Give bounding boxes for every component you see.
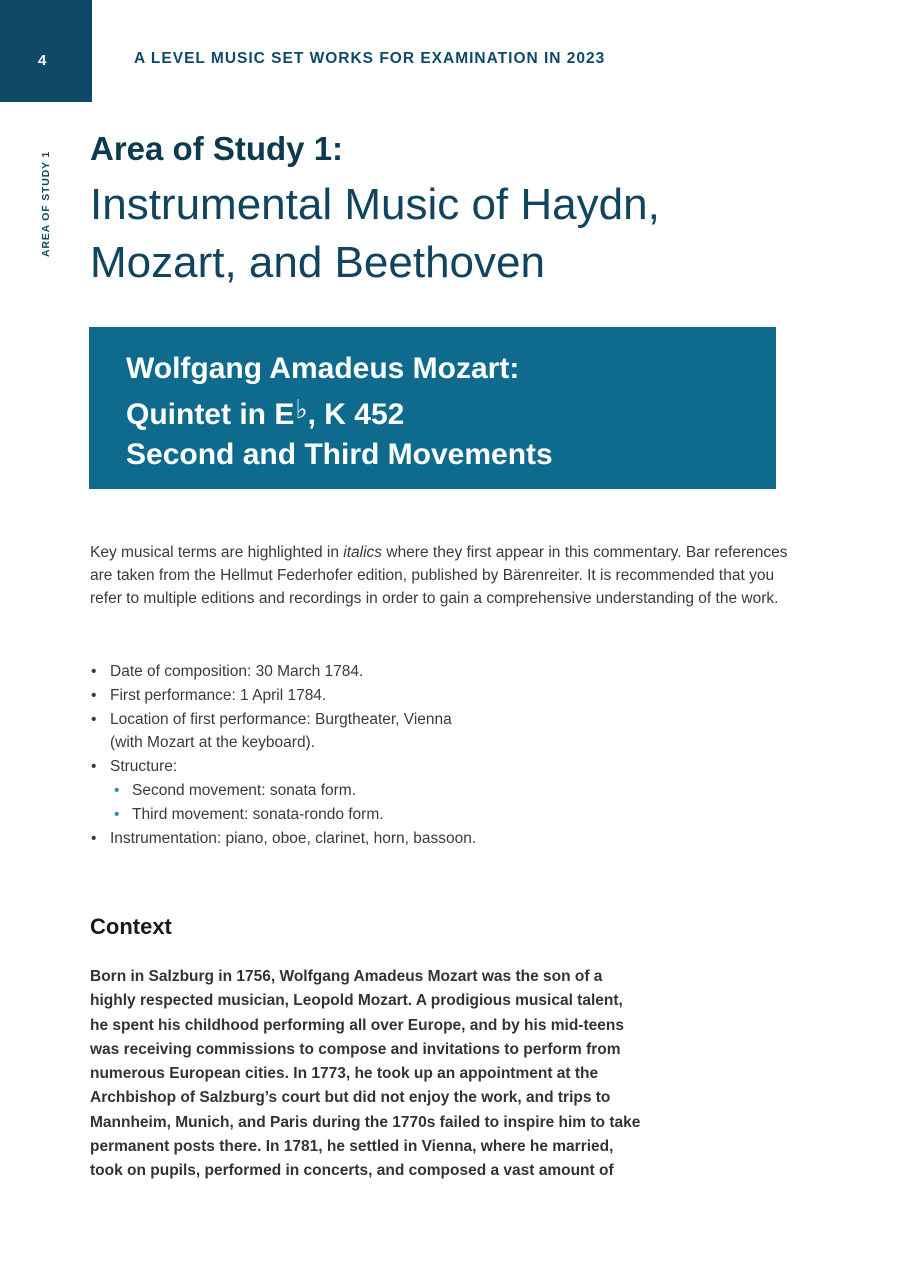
context-line: permanent posts there. In 1781, he settled in Vienna, where he married, xyxy=(90,1138,614,1156)
banner-line3: Second and Third Movements xyxy=(126,438,553,471)
banner-line2-suffix: , K 452 xyxy=(307,398,405,431)
context-line: he spent his childhood performing all over Europe, and by his mid-teens xyxy=(90,1016,624,1034)
context-line: Archbishop of Salzburg’s court but did not enjoy the work, and trips to xyxy=(90,1089,611,1107)
fact-item-date: • Date of composition: 30 March 1784. xyxy=(90,660,790,684)
banner-text xyxy=(126,349,553,475)
context-paragraph xyxy=(90,965,780,1184)
context-line: highly respected musician, Leopold Mozart. A prodigious musical talent, xyxy=(90,992,623,1010)
flat-symbol: ♭ xyxy=(295,394,308,424)
fact-item-instrumentation: • Instrumentation: piano, oboe, clarinet, horn, bassoon. xyxy=(90,827,790,851)
fact-item-structure: • Structure: xyxy=(90,755,790,779)
fact-item-first-performance: • First performance: 1 April 1784. xyxy=(90,684,790,708)
fact-location-line2: (with Mozart at the keyboard). xyxy=(110,734,316,752)
context-line: took on pupils, performed in concerts, and composed a vast amount of xyxy=(90,1162,614,1180)
page-number-box xyxy=(0,0,92,102)
intro-part2: where they first appear in this commentary. Bar references are taken from the Hellmut Federhofer edition, published by Bärenreiter. It is recommended that you refer to multiple editions and recordings in order to gain a comprehensive understanding of the work. xyxy=(90,544,788,608)
section-title xyxy=(90,176,810,292)
page-number: 4 xyxy=(38,52,47,69)
banner-line2-prefix: Quintet in E xyxy=(126,398,295,431)
section-title-line1: Instrumental Music of Haydn, xyxy=(90,180,660,229)
fact-location-line1: Location of first performance: Burgtheater, Vienna xyxy=(110,710,452,728)
banner-line1: Wolfgang Amadeus Mozart: xyxy=(126,352,520,385)
context-line: numerous European cities. In 1773, he took up an appointment at the xyxy=(90,1065,599,1083)
intro-paragraph xyxy=(90,541,790,611)
side-tab xyxy=(37,140,55,268)
context-line: Mannheim, Munich, and Paris during the 1770s failed to inspire him to take xyxy=(90,1113,641,1131)
section-title-line2: Mozart, and Beethoven xyxy=(90,238,545,287)
facts-list xyxy=(90,660,790,850)
fact-item-location xyxy=(90,708,790,756)
context-line: was receiving commissions to compose and invitations to perform from xyxy=(90,1040,621,1058)
intro-part1: Key musical terms are highlighted in xyxy=(90,544,344,561)
fact-subitem-second-movement: • Second movement: sonata form. xyxy=(90,779,790,803)
fact-subitem-third-movement: • Third movement: sonata-rondo form. xyxy=(90,803,790,827)
side-tab-label: AREA OF STUDY 1 xyxy=(40,151,52,257)
context-line: Born in Salzburg in 1756, Wolfgang Amadeus Mozart was the son of a xyxy=(90,968,603,985)
context-heading: Context xyxy=(90,914,172,939)
section-label: Area of Study 1: xyxy=(90,130,344,167)
running-head: A LEVEL MUSIC SET WORKS FOR EXAMINATION IN 2023 xyxy=(134,50,606,67)
banner-line2 xyxy=(126,389,553,435)
intro-italic-word: italics xyxy=(343,544,383,561)
work-banner xyxy=(89,327,776,489)
